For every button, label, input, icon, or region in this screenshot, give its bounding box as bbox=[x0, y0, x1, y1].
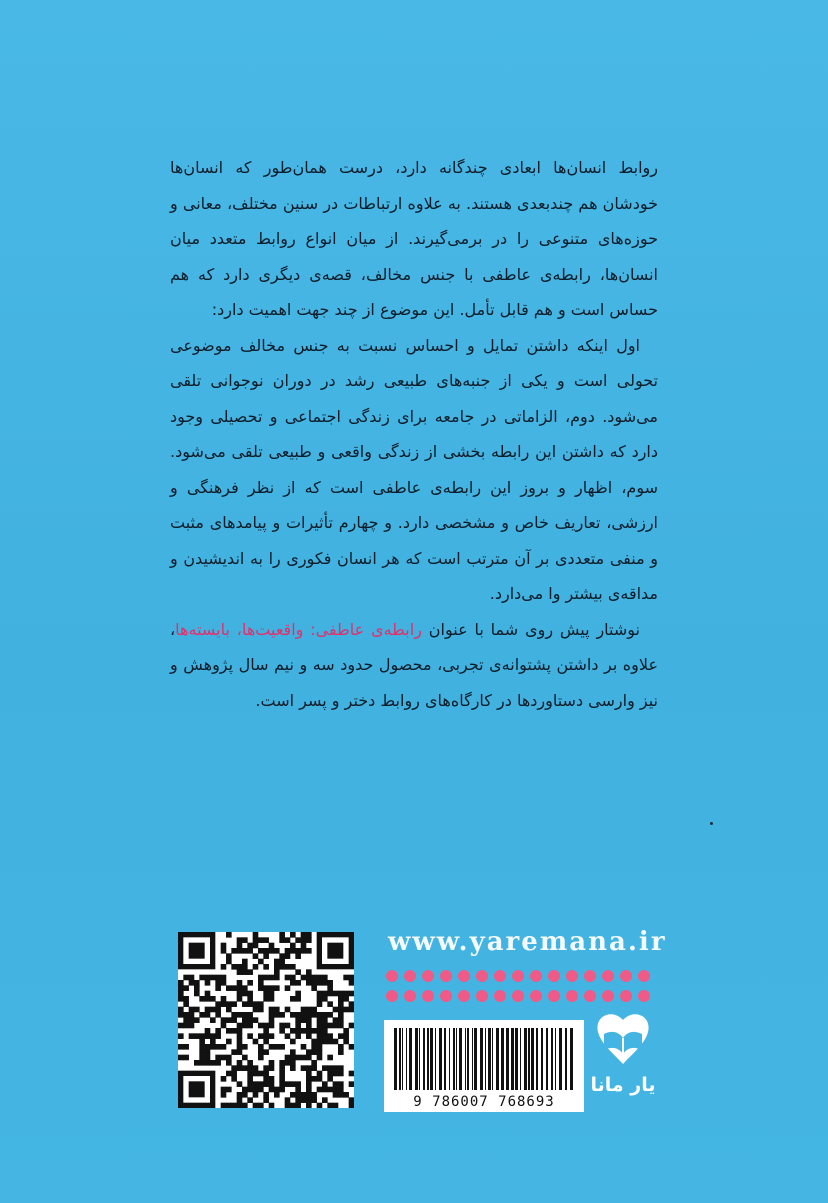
decorative-dot bbox=[638, 990, 650, 1002]
blurb-paragraph-3-start: نوشتار پیش روی شما با عنوان bbox=[421, 619, 640, 639]
decorative-dot bbox=[386, 990, 398, 1002]
decorative-dot bbox=[548, 990, 560, 1002]
blurb-text bbox=[170, 150, 658, 718]
decorative-dot bbox=[476, 970, 488, 982]
decorative-dot bbox=[584, 970, 596, 982]
isbn-number: 9 786007 768693 bbox=[413, 1094, 555, 1110]
decorative-dot bbox=[638, 970, 650, 982]
blurb-paragraph-2: اول اینکه داشتن تمایل و احساس نسبت به جنس مخالف موضوعی تحولی است و یکی از جنبه‌های طبیعی رشد در دوران نوجوانی تلقی می‌شود. دوم، الزاماتی در جامعه برای زندگی اجتماعی و تحصیلی وجود دارد که داشتن این رابطه بخشی از زندگی واقعی و طبیعی تلقی می‌شود. سوم، اظهار و بروز این رابطه‌ی عاطفی است که از نظر فرهنگی و ارزشی، تعاریف خاص و مشخصی دارد. و چهارم تأثیرات و پیامدهای مثبت و منفی متعددی بر آن مترتب است که هر انسان فکوری را به اندیشیدن و مداقه‌ی بیشتر وا می‌دارد. bbox=[170, 335, 658, 603]
decorative-dot bbox=[494, 990, 506, 1002]
book-title-highlight: رابطه‌ی عاطفی: واقعیت‌ها، بایسته‌ها bbox=[175, 619, 422, 639]
decorative-dot bbox=[440, 990, 452, 1002]
publisher-name: یار مانا bbox=[590, 1074, 656, 1096]
decorative-dot bbox=[386, 970, 398, 982]
decorative-dot bbox=[476, 990, 488, 1002]
book-heart-icon bbox=[590, 1010, 656, 1074]
decorative-dot bbox=[458, 990, 470, 1002]
blurb-paragraph-1: روابط انسان‌ها ابعادی چندگانه دارد، درست همان‌طور که انسان‌ها خودشان هم چندبعدی هستند. به علاوه ارتباطات در سنین مختلف، معانی و حوزه‌های متنوعی را در برمی‌گیرند. از میان انواع روابط متعدد میان انسان‌ها، رابطه‌ی عاطفی با جنس مخالف، قصه‌ی دیگری دارد که هم حساس است و هم قابل تأمل. این موضوع از چند جهت اهمیت دارد: bbox=[170, 158, 658, 319]
decorative-dot bbox=[602, 970, 614, 982]
decorative-dot bbox=[404, 990, 416, 1002]
decorative-dot bbox=[404, 970, 416, 982]
decorative-dot bbox=[458, 970, 470, 982]
decorative-dot bbox=[584, 990, 596, 1002]
decorative-dot bbox=[494, 970, 506, 982]
decorative-dot bbox=[602, 990, 614, 1002]
decorative-dot bbox=[530, 990, 542, 1002]
decorative-dot bbox=[620, 990, 632, 1002]
decorative-dot bbox=[530, 970, 542, 982]
isbn-barcode bbox=[384, 1020, 584, 1112]
decorative-dot bbox=[620, 970, 632, 982]
dot-row-2 bbox=[386, 990, 656, 1002]
decorative-dot bbox=[422, 990, 434, 1002]
publisher-logo bbox=[590, 1010, 656, 1110]
decorative-dot bbox=[566, 990, 578, 1002]
decorative-dot bbox=[566, 970, 578, 982]
dot-row-1 bbox=[386, 970, 656, 982]
decorative-dot bbox=[512, 990, 524, 1002]
decorative-dot bbox=[440, 970, 452, 982]
blurb-paragraph-3 bbox=[170, 612, 658, 719]
qr-code bbox=[178, 932, 354, 1108]
qr-code-image bbox=[178, 932, 354, 1108]
decorative-dot bbox=[512, 970, 524, 982]
blurb-paragraph-3-end: ، علاوه بر داشتن پشتوانه‌ی تجربی، محصول حدود سه و نیم سال پژوهش و نیز وارسی دستاوردها در کارگاه‌های روابط دختر و پسر است. bbox=[170, 619, 658, 710]
decorative-dot bbox=[548, 970, 560, 982]
print-speck bbox=[710, 822, 713, 825]
decorative-dot bbox=[422, 970, 434, 982]
publisher-website: www.yaremana.ir bbox=[388, 927, 667, 957]
